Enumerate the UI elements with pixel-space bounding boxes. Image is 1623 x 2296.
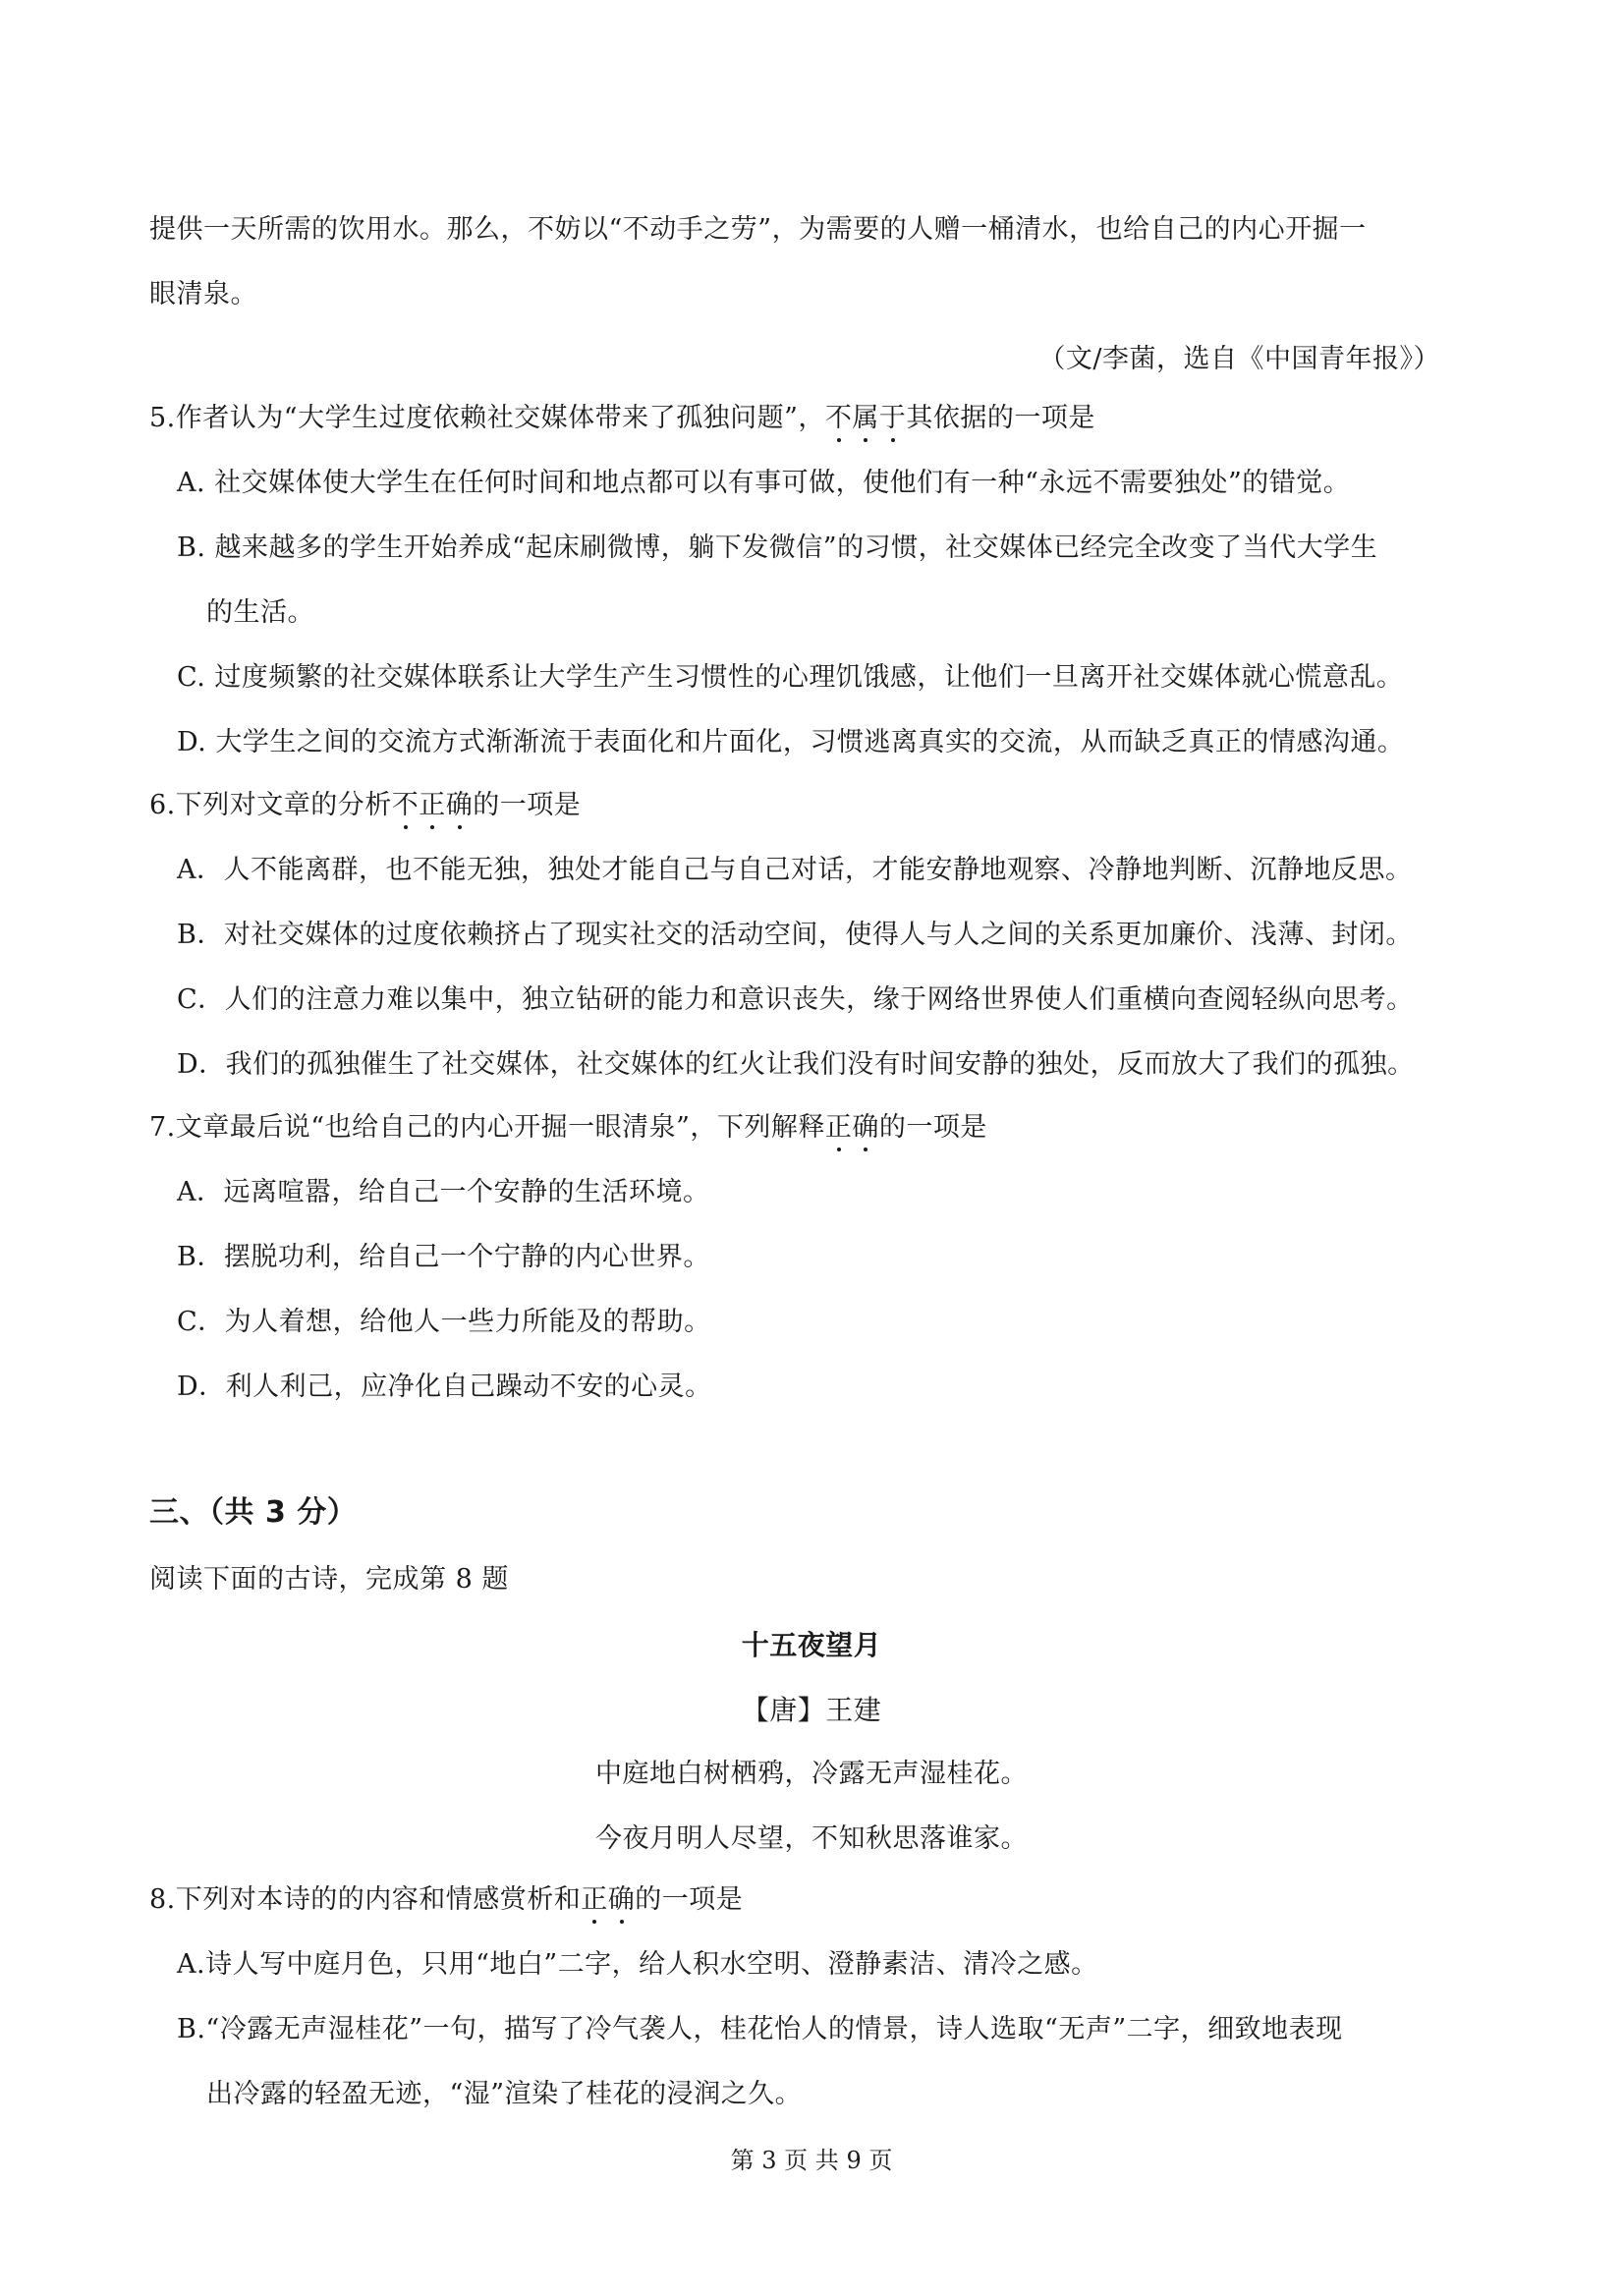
question-5-stem [149, 399, 1095, 438]
stem-text: 的一项是 [635, 1884, 744, 1915]
section-instruction: 阅读下面的古诗，完成第 8 题 [149, 1564, 509, 1595]
emphasis-char: 于 [879, 399, 907, 438]
question-7-option-a: A．远离喧嚣，给自己一个安静的生活环境。 [177, 1177, 710, 1207]
question-7-option-c: C．为人着想，给他人一些力所能及的帮助。 [177, 1307, 711, 1337]
stem-text: 其依据的一项是 [906, 403, 1095, 433]
emphasis-char: 确 [446, 786, 474, 825]
stem-text: 7.文章最后说“也给自己的内心开掘一眼清泉”，下列解释 [149, 1112, 825, 1143]
poem-line: 今夜月明人尽望，不知秋思落谁家。 [595, 1823, 1028, 1854]
emphasis-char: 确 [852, 1108, 879, 1148]
section-heading: 三、（共 3 分） [149, 1495, 358, 1530]
emphasis-char: 不 [825, 399, 853, 438]
poem-author: 【唐】王建 [741, 1694, 882, 1726]
emphasis-char: 正 [419, 786, 446, 825]
stem-text: 8.下列对本诗的的内容和情感赏析和 [149, 1884, 582, 1915]
question-6-option-c: C．人们的注意力难以集中，独立钻研的能力和意识丧失，缘于网络世界使人们重横向查阅轻纵向思考。 [177, 984, 1414, 1015]
emphasis-char: 不 [392, 786, 420, 825]
stem-text: 5.作者认为“大学生过度依赖社交媒体带来了孤独问题”， [149, 403, 825, 433]
page-footer: 第 3 页 共 9 页 [730, 2147, 893, 2174]
poem-title: 十五夜望月 [741, 1629, 882, 1661]
question-6-option-d: D．我们的孤独催生了社交媒体，社交媒体的红火让我们没有时间安静的独处，反而放大了我们的孤独。 [177, 1049, 1415, 1080]
emphasis-char: 正 [581, 1880, 608, 1920]
question-6-stem [149, 786, 581, 825]
emphasis-char: 属 [852, 399, 879, 438]
question-8-option-b: B.“冷露无声湿桂花”一句，描写了冷气袭人，桂花怡人的情景，诗人选取“无声”二字，细致地表现 [177, 2014, 1343, 2044]
stem-text: 的一项是 [878, 1112, 987, 1143]
question-8-option-a: A.诗人写中庭月色，只用“地白”二字，给人积水空明、澄静素洁、清冷之感。 [177, 1949, 1098, 1980]
question-5-option-d: D. 大学生之间的交流方式渐渐流于表面化和片面化，习惯逃离真实的交流，从而缺乏真正的情感沟通。 [177, 727, 1405, 757]
poem-line: 中庭地白树栖鸦，冷露无声湿桂花。 [595, 1759, 1028, 1789]
question-7-option-d: D．利人利己，应净化自己躁动不安的心灵。 [177, 1372, 712, 1402]
question-8-stem [149, 1880, 743, 1920]
passage-line: 提供一天所需的饮用水。那么，不妨以“不动手之劳”，为需要的人赠一桶清水，也给自己的内心开掘一 [149, 214, 1367, 245]
passage-line: 眼清泉。 [149, 279, 257, 309]
question-5-option-a: A. 社交媒体使大学生在任何时间和地点都可以有事可做，使他们有一种“永远不需要独处”的错觉。 [177, 468, 1351, 498]
question-8-option-b-cont: 出冷露的轻盈无迹，“湿”渲染了桂花的浸润之久。 [206, 2079, 803, 2109]
question-6-option-a: A．人不能离群，也不能无独，独处才能自己与自己对话，才能安静地观察、冷静地判断、沉静地反思。 [177, 855, 1413, 885]
question-5-option-c: C. 过度频繁的社交媒体联系让大学生产生习惯性的心理饥饿感，让他们一旦离开社交媒体就心慌意乱。 [177, 662, 1404, 693]
question-5-option-b-cont: 的生活。 [206, 597, 314, 628]
question-7-stem [149, 1108, 987, 1148]
question-5-option-b: B. 越来越多的学生开始养成“起床刷微博，躺下发微信”的习惯，社交媒体已经完全改变了当代大学生 [177, 532, 1378, 563]
stem-text: 6.下列对文章的分析 [149, 790, 392, 820]
question-6-option-b: B．对社交媒体的过度依赖挤占了现实社交的活动空间，使得人与人之间的关系更加廉价、浅薄、封闭。 [177, 920, 1413, 950]
question-7-option-b: B．摆脱功利，给自己一个宁静的内心世界。 [177, 1242, 710, 1272]
passage-source: （文/李菌，选自《中国青年报》） [1038, 344, 1440, 374]
emphasis-char: 正 [825, 1108, 853, 1148]
emphasis-char: 确 [608, 1880, 636, 1920]
stem-text: 的一项是 [473, 790, 582, 820]
